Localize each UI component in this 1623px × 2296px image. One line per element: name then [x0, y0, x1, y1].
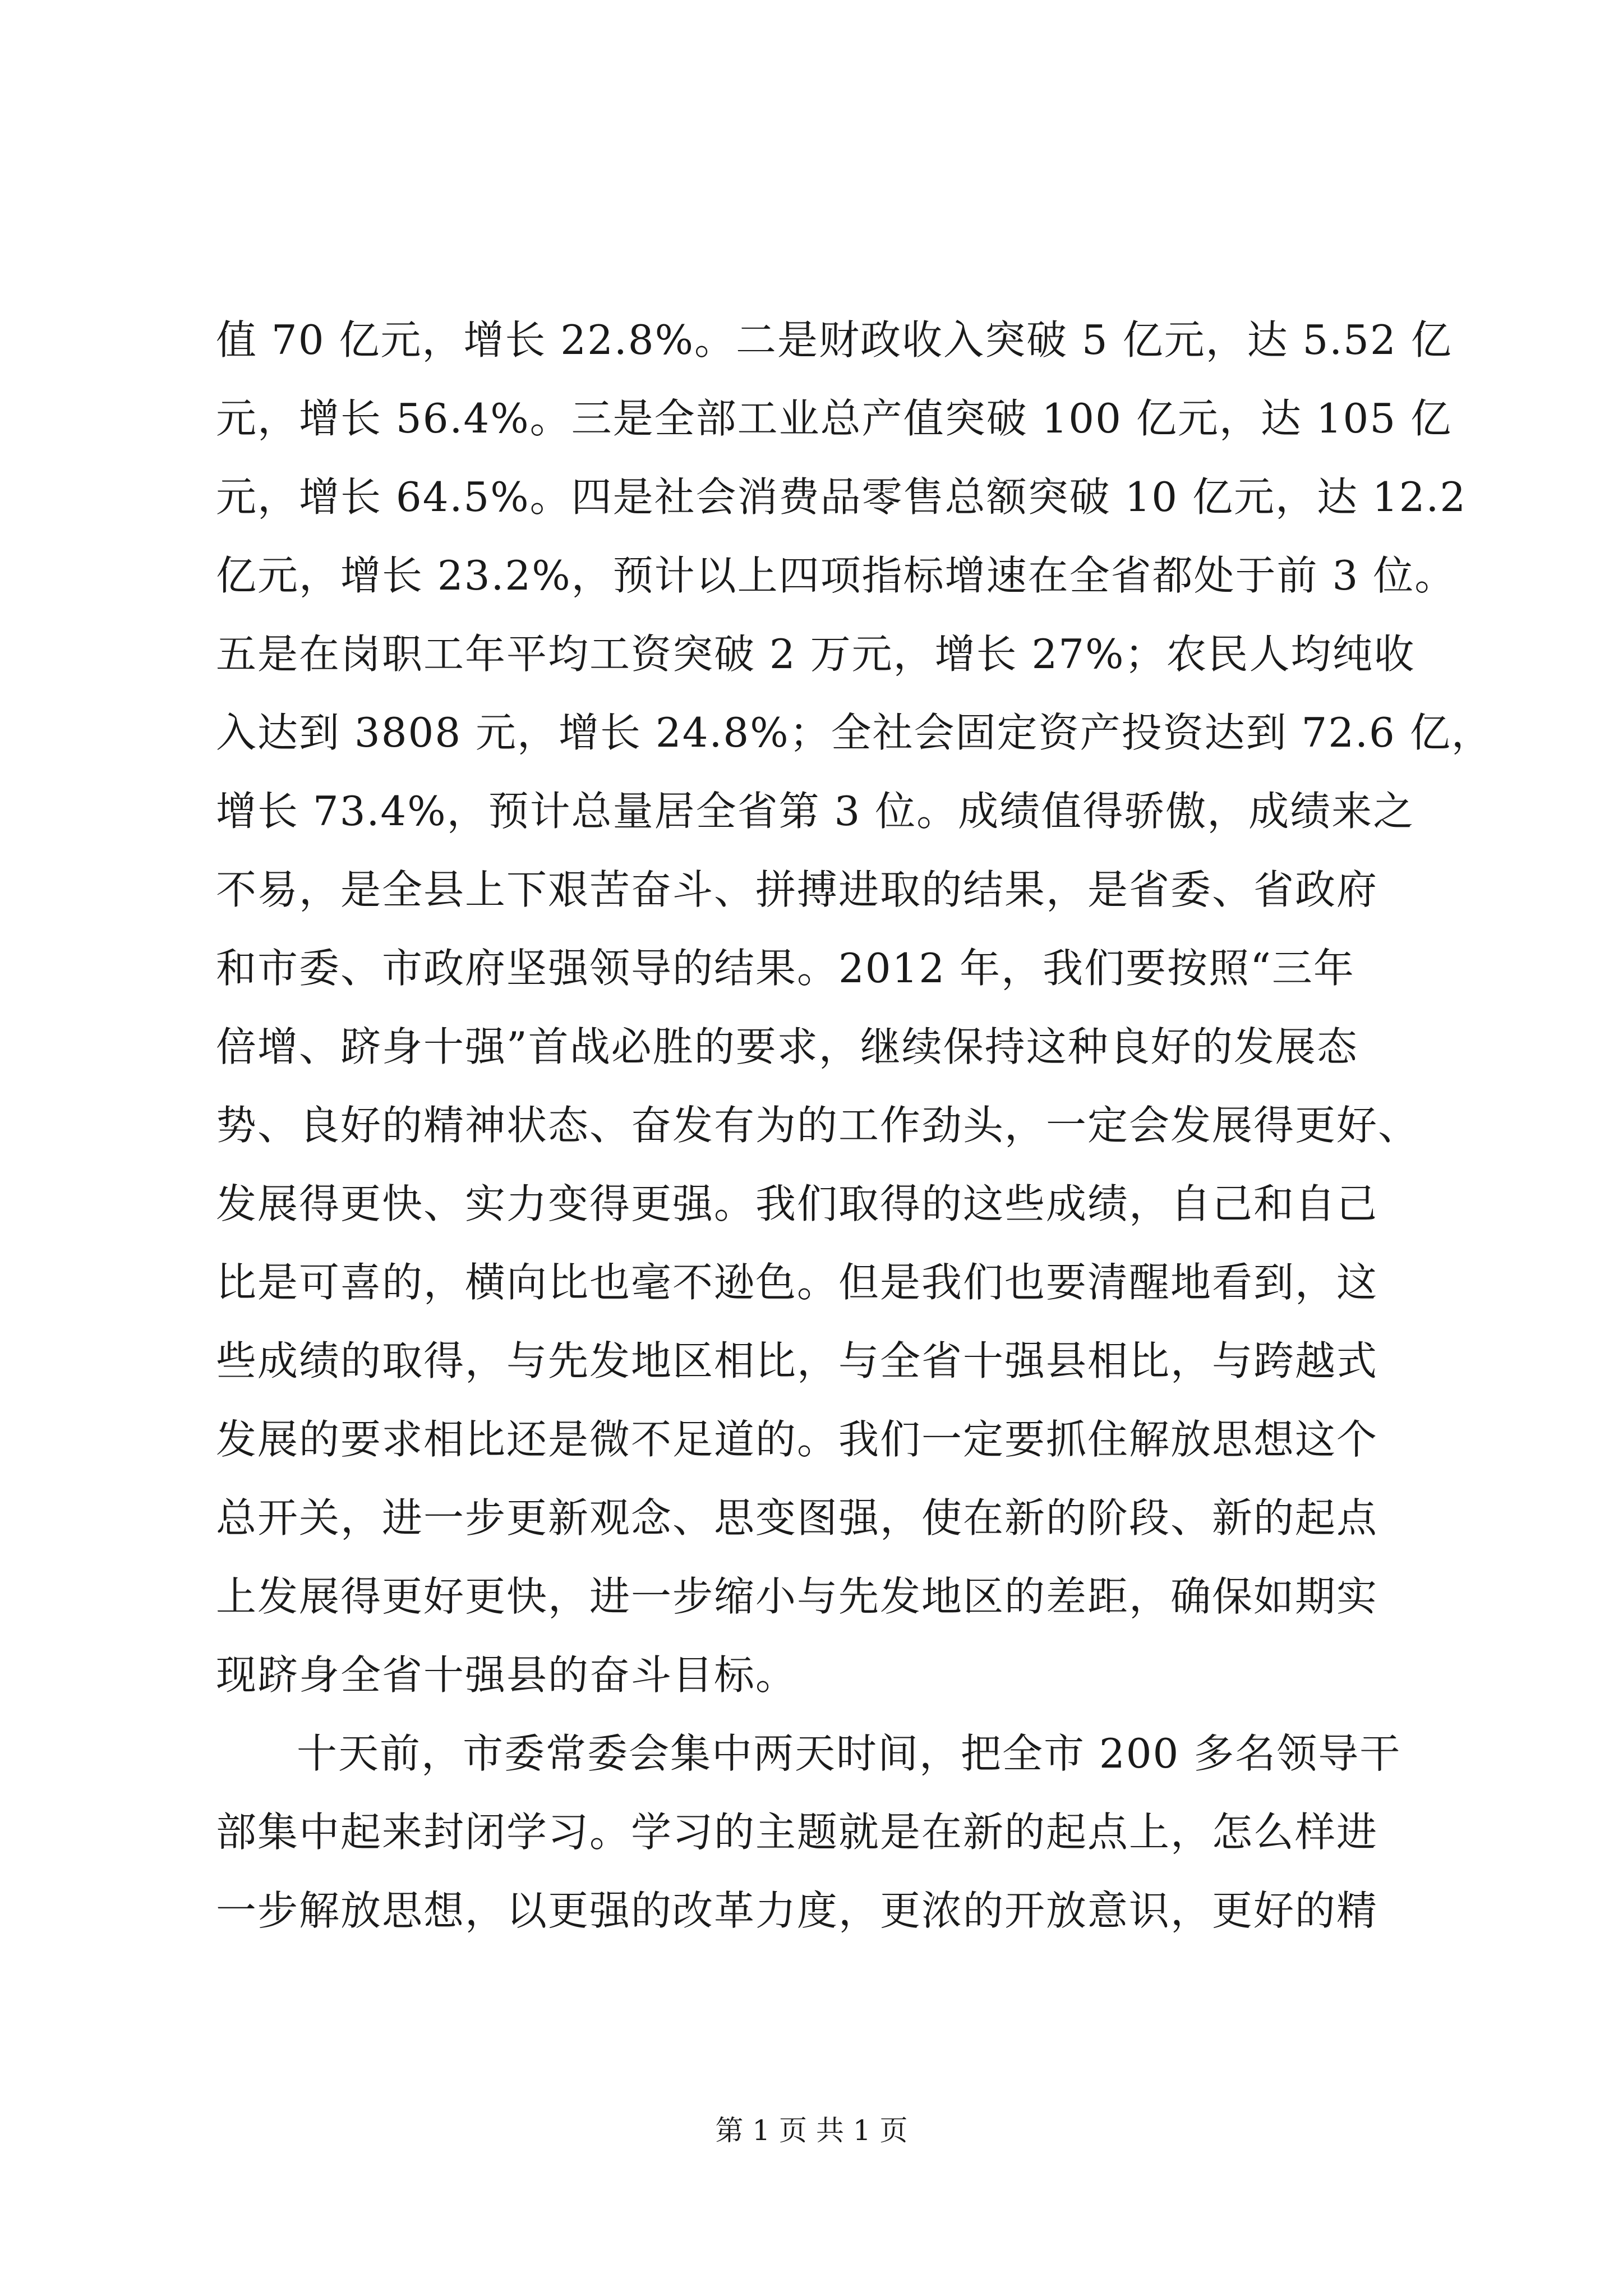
- text-line: 发展的要求相比还是微不足道的。我们一定要抓住解放思想这个: [216, 1416, 1378, 1463]
- text-line: 值 70 亿元，增长 22.8%。二是财政收入突破 5 亿元，达 5.52 亿: [216, 316, 1453, 364]
- text-line: 元，增长 64.5%。四是社会消费品零售总额突破 10 亿元，达 12.2: [216, 473, 1467, 521]
- text-line: 一步解放思想，以更强的改革力度，更浓的开放意识，更好的精: [216, 1887, 1378, 1934]
- text-line: 五是在岗职工年平均工资突破 2 万元，增长 27%；农民人均纯收: [216, 631, 1415, 678]
- text-line: 部集中起来封闭学习。学习的主题就是在新的起点上，怎么样进: [216, 1809, 1378, 1856]
- text-line: 比是可喜的，横向比也毫不逊色。但是我们也要清醒地看到，这: [216, 1259, 1378, 1306]
- text-line: 倍增、跻身十强”首战必胜的要求，继续保持这种良好的发展态: [216, 1023, 1358, 1070]
- text-line: 总开关，进一步更新观念、思变图强，使在新的阶段、新的起点: [216, 1494, 1378, 1542]
- text-line: 发展得更快、实力变得更强。我们取得的这些成绩，自己和自己: [216, 1180, 1378, 1227]
- text-line: 亿元，增长 23.2%，预计以上四项指标增速在全省都处于前 3 位。: [216, 552, 1456, 599]
- page-footer: [0, 2108, 1623, 2148]
- text-line: 上发展得更好更快，进一步缩小与先发地区的差距，确保如期实: [216, 1573, 1378, 1620]
- text-line: 增长 73.4%，预计总量居全省第 3 位。成绩值得骄傲，成绩来之: [216, 788, 1415, 835]
- text-line: 十天前，市委常委会集中两天时间，把全市 200 多名领导干: [297, 1730, 1401, 1777]
- text-line: 入达到 3808 元，增长 24.8%；全社会固定资产投资达到 72.6 亿，: [216, 709, 1493, 756]
- paragraph-1: [216, 301, 1493, 1714]
- paragraph-2: [216, 1714, 1483, 1950]
- text-line: 势、良好的精神状态、奋发有为的工作劲头，一定会发展得更好、: [216, 1102, 1420, 1149]
- page-indicator: 第 1 页 共 1 页: [715, 2114, 908, 2147]
- text-line: 些成绩的取得，与先发地区相比，与全省十强县相比，与跨越式: [216, 1337, 1378, 1384]
- document-body: [216, 301, 1493, 1950]
- text-line: 元，增长 56.4%。三是全部工业总产值突破 100 亿元，达 105 亿: [216, 395, 1453, 442]
- text-line: 和市委、市政府坚强领导的结果。2012 年，我们要按照“三年: [216, 945, 1355, 992]
- text-line: 不易，是全县上下艰苦奋斗、拼搏进取的结果，是省委、省政府: [216, 866, 1378, 913]
- text-line: 现跻身全省十强县的奋斗目标。: [216, 1651, 797, 1699]
